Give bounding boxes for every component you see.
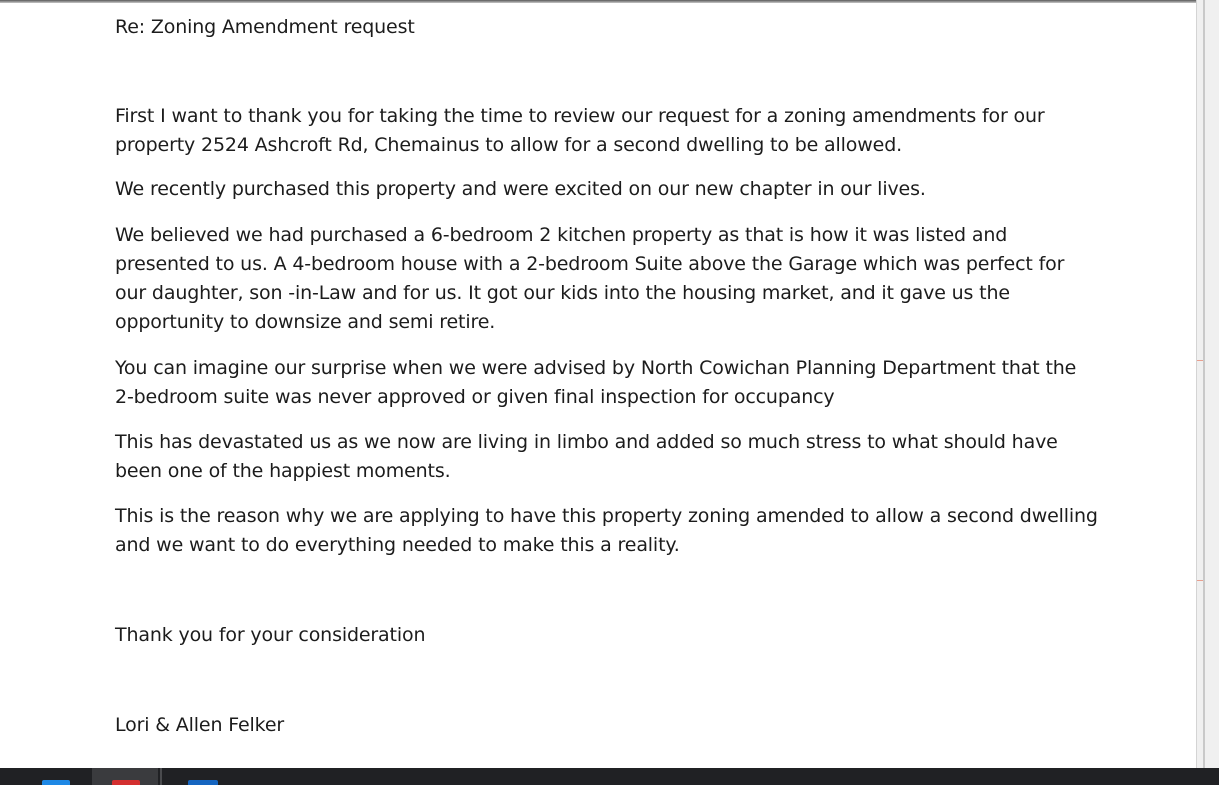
letter-signature: Lori & Allen Felker bbox=[115, 714, 285, 736]
taskbar bbox=[0, 768, 1219, 785]
taskbar-separator bbox=[160, 768, 162, 785]
scrollbar-marker bbox=[1197, 580, 1203, 581]
scrollbar-track[interactable] bbox=[1203, 0, 1205, 768]
paragraph-line: This is the reason why we are applying to have this property zoning amended to allow a second dwelling bbox=[115, 505, 1098, 527]
paragraph-line: This has devastated us as we now are living in limbo and added so much stress to what should have bbox=[115, 431, 1058, 453]
document-page bbox=[0, 3, 1196, 768]
paragraph-line: You can imagine our surprise when we were advised by North Cowichan Planning Department that the bbox=[115, 357, 1077, 379]
letter-subject: Re: Zoning Amendment request bbox=[115, 16, 415, 38]
letter-closing: Thank you for your consideration bbox=[115, 624, 426, 646]
word-icon[interactable] bbox=[188, 780, 218, 785]
file-explorer-icon[interactable] bbox=[42, 780, 70, 785]
paragraph-line: and we want to do everything needed to make this a reality. bbox=[115, 534, 680, 556]
acrobat-reader-icon[interactable] bbox=[112, 780, 140, 785]
paragraph-line: 2-bedroom suite was never approved or given final inspection for occupancy bbox=[115, 386, 835, 408]
paragraph-line: We recently purchased this property and were excited on our new chapter in our lives. bbox=[115, 178, 926, 200]
paragraph-line: First I want to thank you for taking the time to review our request for a zoning amendments for our bbox=[115, 105, 1045, 127]
paragraph-line: opportunity to downsize and semi retire. bbox=[115, 311, 496, 333]
vertical-scrollbar[interactable] bbox=[1196, 0, 1219, 768]
paragraph-line: presented to us. A 4-bedroom house with a 2-bedroom Suite above the Garage which was perfect for bbox=[115, 253, 1065, 275]
paragraph-line: We believed we had purchased a 6-bedroom 2 kitchen property as that is how it was listed and bbox=[115, 224, 1008, 246]
scrollbar-marker bbox=[1197, 360, 1203, 361]
paragraph-line: property 2524 Ashcroft Rd, Chemainus to allow for a second dwelling to be allowed. bbox=[115, 134, 902, 156]
paragraph-line: our daughter, son -in-Law and for us. It got our kids into the housing market, and it gave us the bbox=[115, 282, 1010, 304]
paragraph-line: been one of the happiest moments. bbox=[115, 460, 451, 482]
